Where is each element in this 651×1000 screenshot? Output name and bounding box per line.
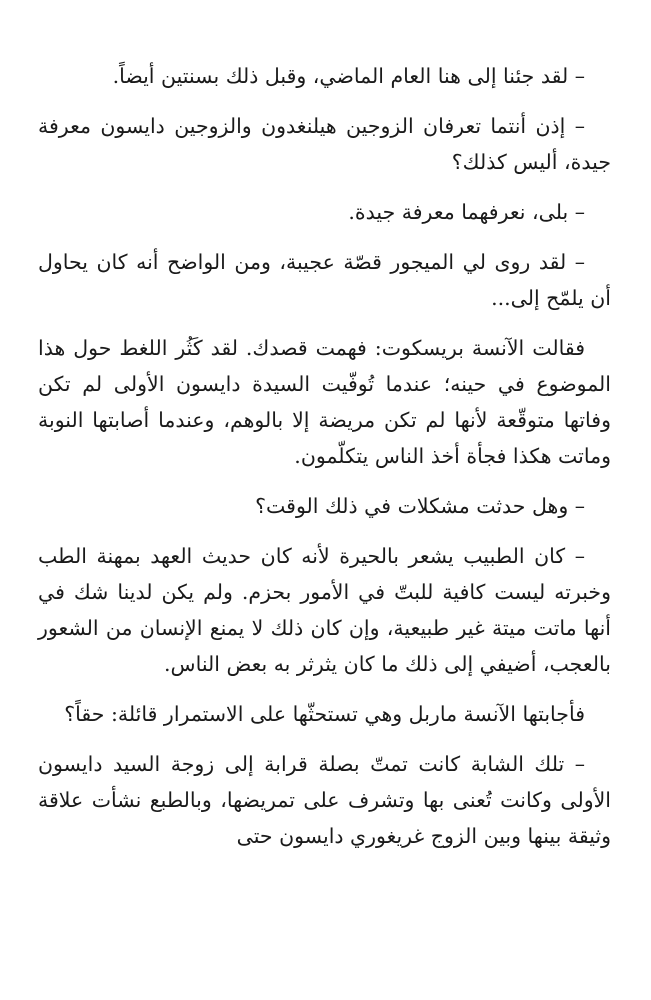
dialogue-paragraph: – بلى، نعرفهما معرفة جيدة. [348, 200, 585, 224]
dialogue-paragraph: – تلك الشابة كانت تمتّ بصلة قرابة إلى زوجة السيد دايسون الأولى وكانت تُعنى بها وتشرف على تمريضها، وبالطبع نشأت علاقة وثيقة بينها وبين الزوج غريغوري دايسون حتى [38, 752, 611, 848]
dialogue-paragraph: – لقد جئنا إلى هنا العام الماضي، وقبل ذلك بسنتين أيضاً. [112, 64, 585, 88]
dialogue-paragraph: – إذن أنتما تعرفان الزوجين هيلنغدون والزوجين دايسون معرفة جيدة، أليس كذلك؟ [38, 114, 611, 174]
narrative-paragraph: فقالت الآنسة بريسكوت: فهمت قصدك. لقد كَثُر اللغط حول هذا الموضوع في حينه؛ عندما تُوفّيت السيدة دايسون الأولى لم تكن وفاتها متوقّعة لأنها لم تكن مريضة إلا بالوهم، وعندما أصابتها النوبة وماتت هكذا فجأة أخذ الناس يتكلّمون. [38, 336, 611, 468]
narrative-paragraph: فأجابتها الآنسة ماربل وهي تستحثّها على الاستمرار قائلة: حقاً؟ [64, 702, 585, 726]
dialogue-paragraph: – وهل حدثت مشكلات في ذلك الوقت؟ [255, 494, 585, 518]
dialogue-paragraph: – كان الطبيب يشعر بالحيرة لأنه كان حديث العهد بمهنة الطب وخبرته ليست كافية للبتّ في الأمور بحزم. ولم يكن لدينا شك في أنها ماتت ميتة غير طبيعية، وإن كان ذلك لا يمنع الإنسان من الشعور بالعجب، أضيفي إلى ذلك ما كان يثرثر به بعض الناس. [38, 544, 611, 676]
dialogue-paragraph: – لقد روى لي الميجور قصّة عجيبة، ومن الواضح أنه كان يحاول أن يلمّح إلى... [38, 250, 611, 310]
